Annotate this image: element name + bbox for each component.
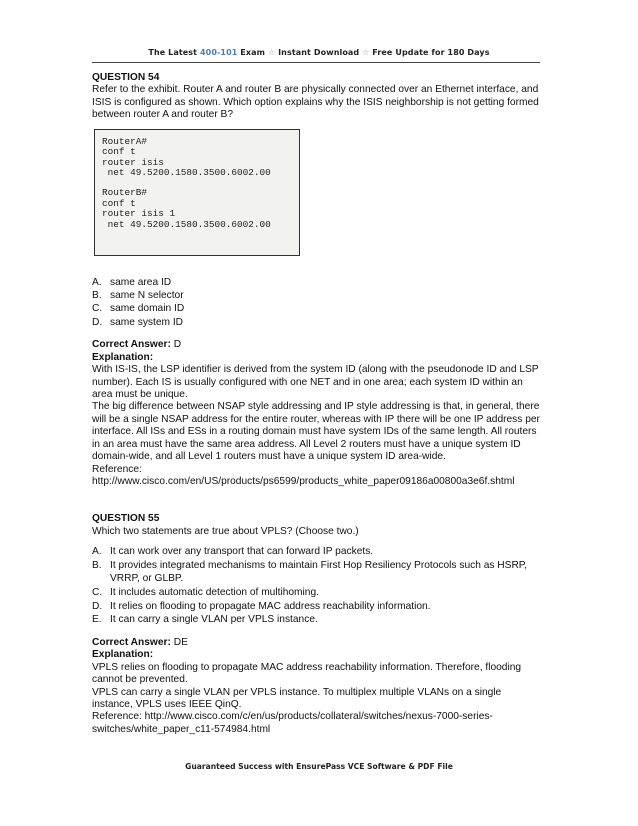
explanation-paragraph: VPLS relies on flooding to propagate MAC address reachability information. Therefore, flooding cannot be prevented.	[92, 661, 522, 686]
question-54-options	[92, 276, 544, 330]
header-instant: Instant Download	[275, 48, 363, 57]
question-55-text: Which two statements are true about VPLS? (Choose two.)	[92, 525, 359, 537]
question-55-explanation-label: Explanation:	[92, 649, 154, 661]
star-icon: ☆	[362, 48, 370, 57]
reference-url: http://www.cisco.com/en/US/products/ps6599/products_white_paper09186a00800a3e6f.shtml	[92, 475, 515, 487]
header-free: Free Update for 180 Days	[369, 48, 490, 57]
question-54-text: Refer to the exhibit. Router A and router B are physically connected over an Ethernet interface, and ISIS is configured as shown. Which option explains why the ISIS neighborship is not getting formed between router A and router B?	[92, 84, 539, 121]
question-54-explanation-label: Explanation:	[92, 351, 154, 363]
header-divider	[92, 62, 540, 63]
header-prefix: The Latest	[148, 48, 200, 57]
option-d: D. same system ID	[92, 316, 184, 328]
reference-label: Reference:	[92, 463, 142, 475]
star-icon: ☆	[267, 48, 276, 57]
exhibit-line: RouterB#	[102, 187, 148, 198]
exhibit-line: net 49.5200.1580.3500.6002.00	[102, 218, 271, 230]
option-b: B. same N selector	[92, 290, 184, 302]
question-55-answer: Correct Answer: DE	[92, 636, 188, 648]
question-55-options	[92, 545, 544, 627]
exhibit-line: RouterA#	[102, 135, 148, 147]
option-d: D. It relies on flooding to propagate MAC address reachability information.	[92, 600, 431, 612]
option-a: A. It can work over any transport that can forward IP packets.	[92, 546, 374, 558]
question-54-title: QUESTION 54	[92, 72, 160, 83]
page-footer: Guaranteed Success with EnsurePass VCE Software & PDF File	[185, 762, 453, 771]
option-c: C. It includes automatic detection of multihoming.	[92, 586, 319, 598]
option-b: B. It provides integrated mechanisms to maintain First Hop Resiliency Protocols such as HSRP, VRRP, or GLBP.	[92, 559, 528, 585]
question-55-title: QUESTION 55	[92, 513, 160, 525]
header-exam-code: 400-101	[199, 48, 238, 57]
explanation-paragraph: The big difference between NSAP style addressing and IP style addressing is that, in general, there will be a single NSAP address for the entire router, whereas with IP there will be one IP address per interface. All ISs and ESs in a routing domain must have system IDs of the same length. All routers in an area must have the same area address. All Level 2 routers must have a unique system ID domain-wide, and all Level 1 routers must have a unique system ID area-wide.	[92, 401, 540, 463]
exhibit-line: router isis	[102, 156, 164, 168]
exhibit-config	[94, 129, 300, 256]
exhibit-line: conf t	[102, 197, 136, 209]
exhibit-line: net 49.5200.1580.3500.6002.00	[102, 167, 271, 179]
explanation-paragraph: VPLS can carry a single VLAN per VPLS instance. To multiplex multiple VLANs on a single instance, VPLS uses IEEE QinQ.	[92, 686, 502, 710]
option-a: A. same area ID	[92, 276, 172, 288]
page-header	[0, 48, 638, 57]
explanation-paragraph: With IS-IS, the LSP identifier is derived from the system ID (along with the pseudonode ID and LSP number). Each IS is usually configured with one NET and in one area; each system ID within an area must be unique.	[92, 364, 539, 401]
option-c: C. same domain ID	[92, 303, 185, 315]
reference-url: Reference: http://www.cisco.com/c/en/us/products/collateral/switches/nexus-7000-series-switches/white_paper_c11-574984.html	[92, 711, 493, 735]
exhibit-line: conf t	[102, 146, 136, 158]
question-54-answer: Correct Answer: D	[92, 339, 182, 351]
header-exam-word: Exam	[237, 48, 268, 57]
exhibit-line: router isis 1	[102, 208, 176, 220]
page-content	[92, 72, 544, 736]
option-e: E. It can carry a single VLAN per VPLS instance.	[92, 614, 318, 626]
